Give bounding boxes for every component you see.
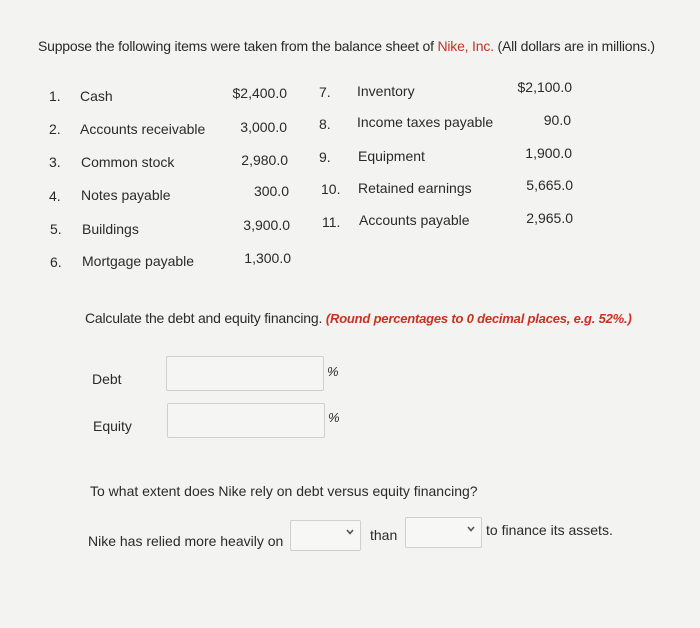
item-number: 2. [49,121,61,137]
item-label: Accounts payable [359,212,470,228]
item-number: 5. [50,221,62,237]
item-amount: 2,980.0 [241,152,288,168]
sentence-start: Nike has relied more heavily on [88,533,284,549]
debt-label: Debt [92,371,122,387]
reliance-question: To what extent does Nike rely on debt versus equity financing? [90,483,478,499]
financing-type-select-1[interactable] [290,520,361,551]
item-amount: 3,900.0 [243,217,290,233]
equity-label: Equity [93,418,132,434]
item-label: Mortgage payable [82,253,195,269]
item-label: Cash [80,88,113,104]
item-label: Retained earnings [358,180,472,196]
item-amount: 5,665.0 [526,177,573,193]
item-label: Notes payable [81,187,171,203]
chevron-down-icon [466,524,476,534]
item-label: Accounts receivable [80,121,206,137]
item-label: Common stock [81,154,175,170]
chevron-down-icon [345,527,355,537]
equity-percent-input[interactable] [167,403,325,438]
item-label: Equipment [358,148,425,164]
intro-text: Suppose the following items were taken from the balance sheet of [38,38,438,54]
item-number: 4. [49,188,61,204]
equity-percent-sign: % [328,410,340,425]
sentence-end: to finance its assets. [486,522,613,538]
item-number: 11. [322,214,341,230]
debt-percent-input[interactable] [166,356,324,391]
item-number: 8. [319,116,331,132]
item-number: 7. [319,84,331,100]
item-number: 6. [50,254,62,270]
item-label: Income taxes payable [357,114,494,130]
item-amount: 3,000.0 [240,119,287,135]
item-amount: 1,300.0 [244,250,291,266]
debt-percent-sign: % [327,364,339,379]
calc-instructions [85,310,632,326]
item-amount: 300.0 [253,183,289,199]
item-amount: $2,400.0 [232,85,287,101]
item-number: 3. [49,154,61,170]
item-amount: 2,965.0 [526,210,573,226]
item-number: 10. [321,181,341,197]
company-name: Nike, Inc. [437,38,494,54]
item-amount: $2,100.0 [517,79,572,95]
calc-prompt: Calculate the debt and equity financing. [85,310,326,326]
rounding-hint: (Round percentages to 0 decimal places, e.g. 52%.) [325,311,632,326]
problem-intro [38,38,655,54]
financing-type-select-2[interactable] [405,517,482,548]
item-label: Buildings [82,221,139,237]
than-text: than [370,527,398,543]
item-amount: 1,900.0 [525,145,572,161]
item-number: 1. [49,88,61,104]
item-amount: 90.0 [543,112,571,128]
item-label: Inventory [357,83,415,99]
item-number: 9. [319,149,331,165]
intro-suffix: (All dollars are in millions.) [493,38,655,54]
